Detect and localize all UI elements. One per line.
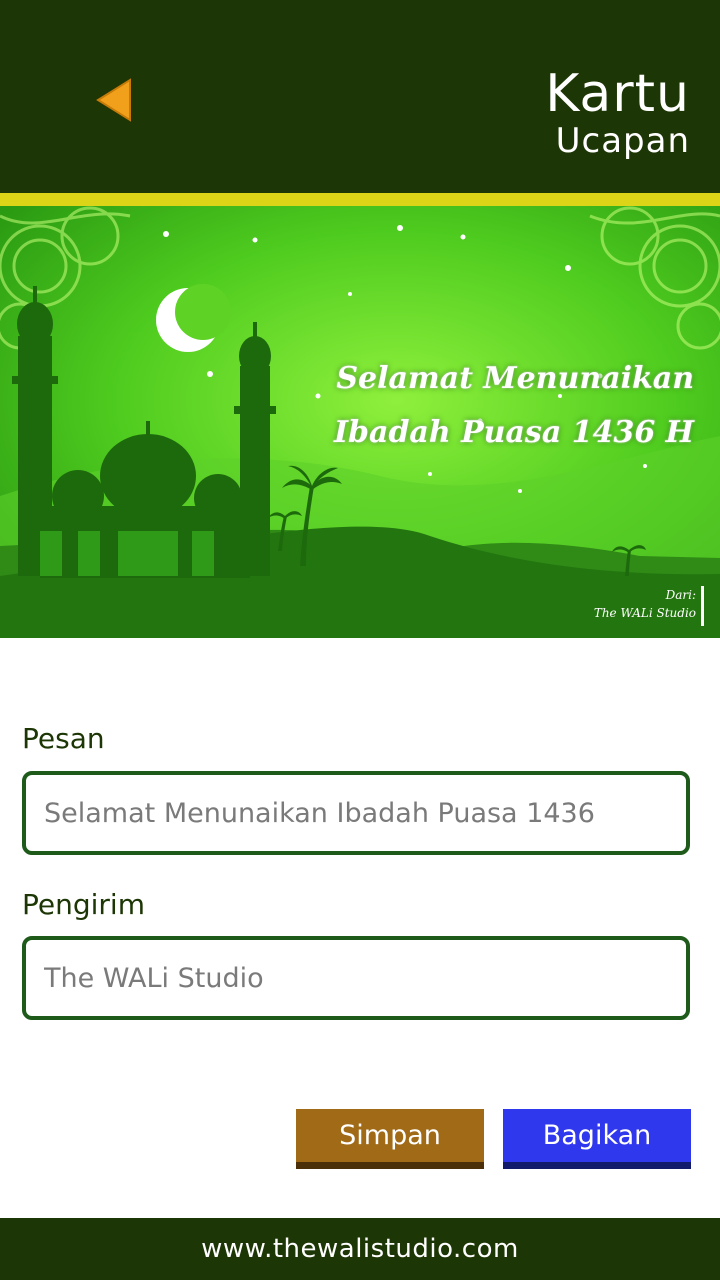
card-from-label: Dari: [665,588,696,602]
sender-label: Pengirim [22,888,145,921]
accent-bar [0,193,720,206]
page-title-sub: Ucapan [555,121,690,161]
card-divider [701,586,704,626]
card-sender [594,586,696,622]
message-input[interactable] [42,797,686,830]
page-title-main: Kartu [545,64,690,124]
sender-input[interactable] [42,962,686,995]
save-button[interactable]: Simpan [296,1109,484,1169]
card-from-name: The WALi Studio [593,606,696,620]
app-header [0,0,720,193]
sender-field-box[interactable] [22,936,690,1020]
share-button[interactable]: Bagikan [503,1109,691,1169]
card-greeting-line2: Ibadah Puasa 1436 H [334,415,694,450]
card-greeting [334,352,694,460]
message-label: Pesan [22,722,105,755]
message-field-box[interactable] [22,771,690,855]
page-title [545,66,690,160]
card-greeting-line1: Selamat Menunaikan [336,361,694,396]
back-arrow-icon [88,70,148,130]
greeting-card [0,206,720,638]
back-button[interactable] [88,70,148,130]
footer-website[interactable]: www.thewalistudio.com [0,1218,720,1280]
